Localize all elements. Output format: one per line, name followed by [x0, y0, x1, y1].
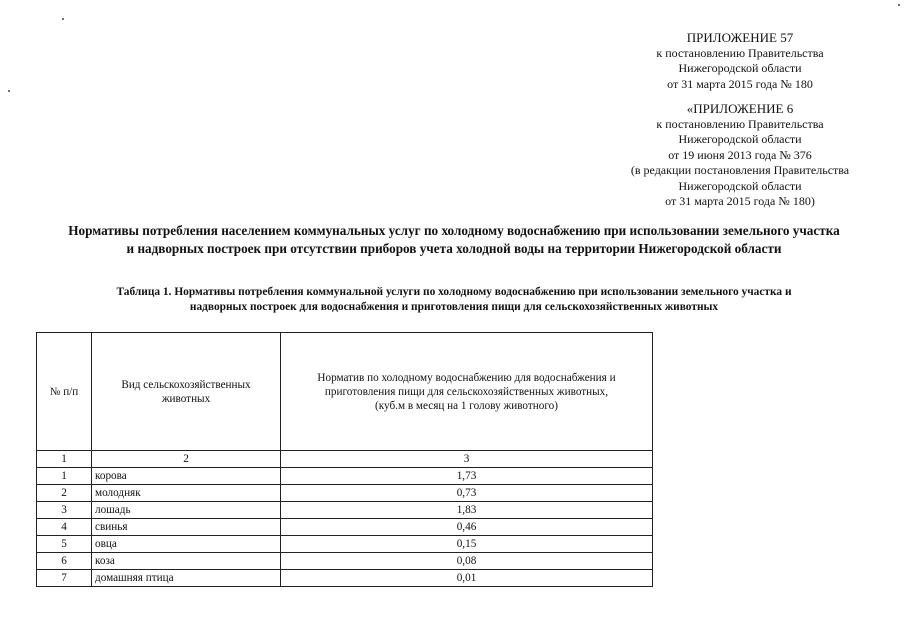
- annex-57-line-2: Нижегородской области: [678, 61, 802, 75]
- table-caption: [20, 285, 888, 315]
- annex-57-header: [600, 30, 880, 92]
- table-row: [37, 570, 653, 587]
- column-number: 2: [92, 451, 281, 468]
- norm-value: 0,73: [281, 485, 653, 502]
- annex-57-line-3: от 31 марта 2015 года № 180: [667, 76, 813, 91]
- header-animal-type-line-2: животных: [161, 392, 211, 405]
- header-norm: [281, 333, 653, 451]
- animal-name: овца: [92, 536, 281, 553]
- column-number: 1: [37, 451, 92, 468]
- norms-table: [36, 332, 653, 587]
- table-row: [37, 519, 653, 536]
- header-norm-line-2: приготовления пищи для сельскохозяйственных животных,: [324, 385, 609, 398]
- row-number: 3: [37, 502, 92, 519]
- norm-value: 1,73: [281, 468, 653, 485]
- annex-6-line-1: к постановлению Правительства: [656, 116, 824, 131]
- header-row-number: № п/п: [37, 333, 92, 451]
- scan-speck: [898, 4, 900, 6]
- table-row: [37, 553, 653, 570]
- document-title-line-2: и надворных построек при отсутствии приборов учета холодной воды на территории Нижегородской области: [126, 241, 782, 256]
- table-header-row: [37, 333, 653, 451]
- animal-name: свинья: [92, 519, 281, 536]
- table-row: [37, 502, 653, 519]
- annex-6-line-3: от 19 июня 2013 года № 376: [668, 147, 812, 162]
- annex-6-header: [600, 101, 880, 210]
- norm-value: 0,46: [281, 519, 653, 536]
- document-title-line-1: Нормативы потребления населением коммунальных услуг по холодному водоснабжению при использовании земельного участка: [68, 223, 840, 238]
- row-number: 2: [37, 485, 92, 502]
- norm-value: 1,83: [281, 502, 653, 519]
- annex-57-title: ПРИЛОЖЕНИЕ 57: [686, 30, 794, 45]
- document-title: [20, 222, 888, 258]
- norm-value: 0,15: [281, 536, 653, 553]
- table-row: [37, 468, 653, 485]
- row-number: 6: [37, 553, 92, 570]
- norm-value: 0,01: [281, 570, 653, 587]
- header-norm-line-1: Норматив по холодному водоснабжению для водоснабжения и: [317, 371, 616, 384]
- annex-6-line-5: Нижегородской области: [678, 178, 802, 193]
- table-caption-line-2: надворных построек для водоснабжения и приготовления пищи для сельскохозяйственных животных: [189, 301, 719, 313]
- row-number: 1: [37, 468, 92, 485]
- header-norm-line-3: (куб.м в месяц на 1 голову животного): [375, 399, 558, 412]
- animal-name: коза: [92, 553, 281, 570]
- column-number-row: [37, 451, 653, 468]
- animal-name: корова: [92, 468, 281, 485]
- animal-name: лошадь: [92, 502, 281, 519]
- annex-6-line-4: (в редакции постановления Правительства: [630, 163, 850, 177]
- scan-speck: [8, 90, 10, 92]
- annex-6-title: «ПРИЛОЖЕНИЕ 6: [686, 101, 794, 116]
- row-number: 7: [37, 570, 92, 587]
- row-number: 5: [37, 536, 92, 553]
- table-caption-line-1: Таблица 1. Нормативы потребления коммунальной услуги по холодному водоснабжению при использовании земельного участка и: [116, 286, 792, 298]
- table-row: [37, 485, 653, 502]
- header-animal-type-line-1: Вид сельскохозяйственных: [121, 378, 251, 391]
- annex-57-line-1: к постановлению Правительства: [656, 45, 824, 60]
- table-row: [37, 536, 653, 553]
- header-animal-type: [92, 333, 281, 451]
- norm-value: 0,08: [281, 553, 653, 570]
- animal-name: молодняк: [92, 485, 281, 502]
- annex-6-line-6: от 31 марта 2015 года № 180): [665, 194, 815, 208]
- scan-speck: [62, 18, 64, 20]
- row-number: 4: [37, 519, 92, 536]
- column-number: 3: [281, 451, 653, 468]
- annex-6-line-2: Нижегородской области: [678, 132, 802, 146]
- animal-name: домашняя птица: [92, 570, 281, 587]
